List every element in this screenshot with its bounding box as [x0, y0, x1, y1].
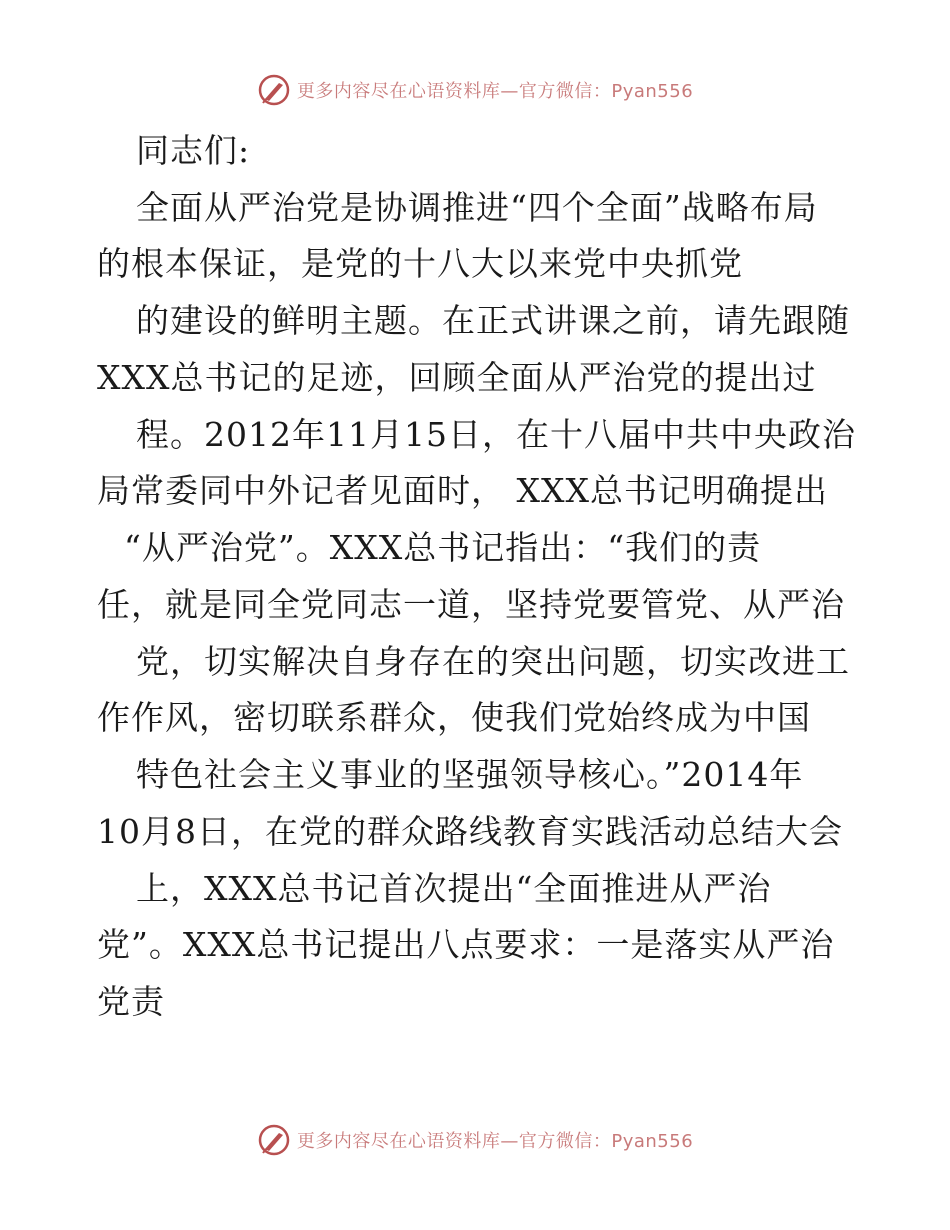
body-line: 同志们: — [136, 131, 251, 170]
body-line: XXX总书记的足迹，回顾全面从严治党的提出过 — [97, 358, 817, 397]
body-line: 党，切实解决自身存在的突出问题，切实改进工 — [136, 642, 850, 681]
header-watermark — [0, 72, 950, 108]
pen-logo-icon — [257, 1123, 291, 1157]
body-line: 程。2012年11月15日，在十八届中共中央政治 — [136, 415, 856, 454]
body-line: 的建设的鲜明主题。在正式讲课之前，请先跟随 — [136, 301, 850, 340]
body-line: 上，XXX总书记首次提出“全面推进从严治 — [136, 869, 772, 908]
footer-watermark — [0, 1122, 950, 1158]
body-line: 局常委同中外记者见面时， XXX总书记明确提出 — [97, 471, 828, 510]
header-watermark-text: 更多内容尽在心语资料库—官方微信：Pyan556 — [296, 81, 694, 102]
body-line: 任，就是同全党同志一道，坚持党要管党、从严治 — [97, 585, 845, 624]
body-line: “从严治党”。XXX总书记指出：“我们的责 — [124, 528, 762, 567]
body-line: 作作风，密切联系群众，使我们党始终成为中国 — [97, 698, 811, 737]
body-line: 党”。XXX总书记提出八点要求：一是落实从严治 — [97, 925, 835, 964]
pen-logo-icon — [257, 73, 291, 107]
body-line: 特色社会主义事业的坚强领导核心。”2014年 — [136, 755, 804, 794]
body-line: 10月8日，在党的群众路线教育实践活动总结大会 — [97, 812, 843, 851]
body-line: 的根本保证，是党的十八大以来党中央抓党 — [97, 244, 743, 283]
body-line: 全面从严治党是协调推进“四个全面”战略布局 — [136, 188, 818, 227]
body-line: 党责 — [97, 982, 165, 1021]
footer-watermark-text: 更多内容尽在心语资料库—官方微信：Pyan556 — [296, 1131, 694, 1152]
